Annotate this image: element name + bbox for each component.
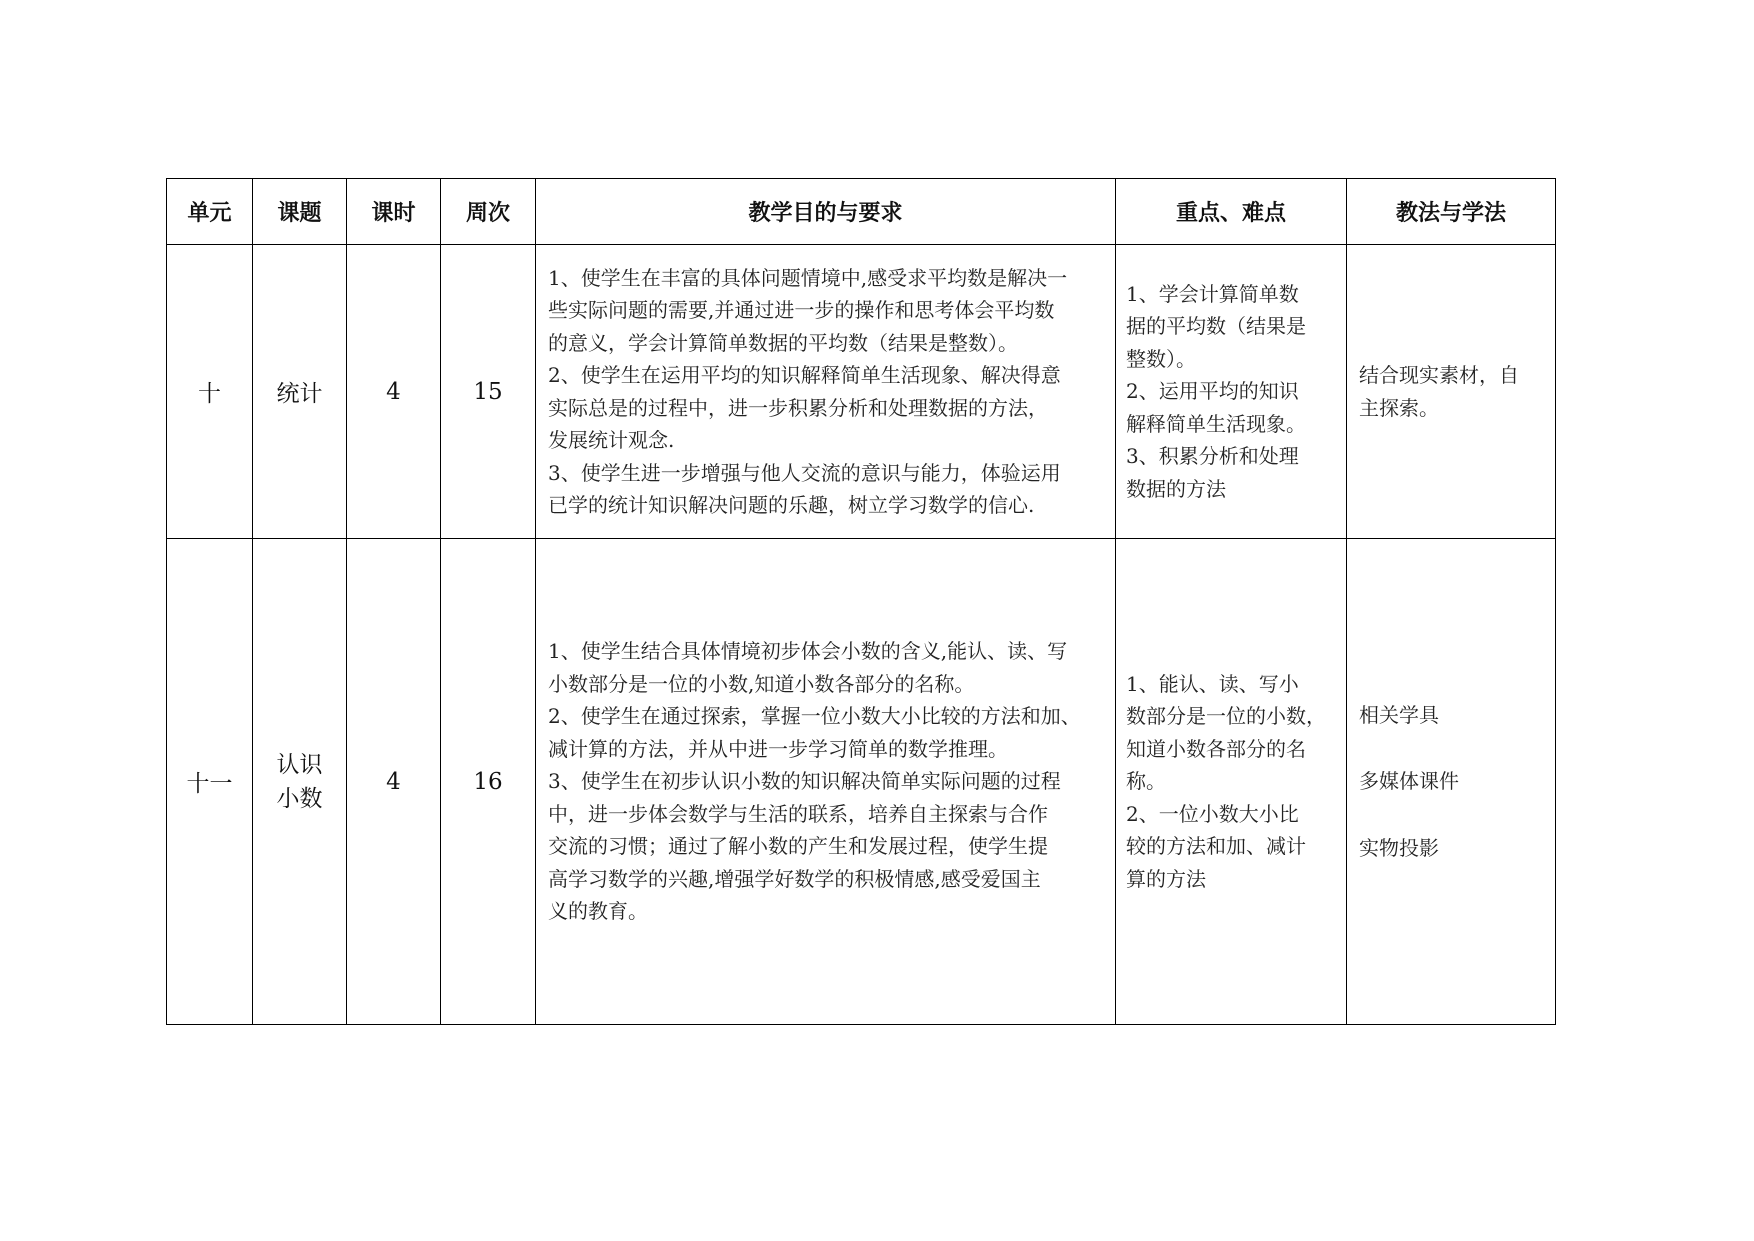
aims-line: 实际总是的过程中，进一步积累分析和处理数据的方法， — [548, 395, 1048, 420]
aims-line: 2、使学生在运用平均的知识解释简单生活现象、解决得意 — [548, 363, 1061, 387]
method-line: 结合现实素材，自 — [1359, 363, 1519, 387]
spacer — [1359, 731, 1545, 765]
aims-cell — [536, 245, 1116, 539]
aims-line: 小数部分是一位的小数,知道小数各部分的名称。 — [548, 671, 975, 696]
focus-cell — [1116, 245, 1347, 539]
topic-cell: 统计 — [253, 245, 347, 539]
focus-line: 据的平均数（结果是 — [1126, 314, 1306, 339]
focus-line: 整数）。 — [1126, 346, 1196, 371]
focus-cell — [1116, 539, 1347, 1025]
aims-cell — [536, 539, 1116, 1025]
aims-line: 交流的习惯；通过了解小数的产生和发展过程，使学生提 — [548, 834, 1048, 859]
table-row — [167, 245, 1556, 539]
aims-line: 1、使学生结合具体情境初步体会小数的含义,能认、读、写 — [548, 639, 1068, 664]
teaching-plan-table — [166, 178, 1556, 1025]
topic-cell — [253, 539, 347, 1025]
spacer — [1359, 798, 1545, 832]
unit-cell: 十一 — [167, 539, 253, 1025]
aims-line: 3、使学生进一步增强与他人交流的意识与能力，体验运用 — [548, 460, 1061, 485]
method-cell — [1347, 539, 1556, 1025]
aims-line: 2、使学生在通过探索，掌握一位小数大小比较的方法和加、 — [548, 704, 1081, 729]
focus-line: 算的方法 — [1126, 866, 1206, 891]
hours-cell: 4 — [347, 539, 441, 1025]
focus-line: 解释简单生活现象。 — [1126, 411, 1306, 436]
method-line: 主探索。 — [1359, 395, 1439, 420]
method-line: 多媒体课件 — [1359, 769, 1459, 794]
aims-line: 发展统计观念. — [548, 428, 675, 452]
hours-cell: 4 — [347, 245, 441, 539]
aims-line: 的意义，学会计算简单数据的平均数（结果是整数）。 — [548, 330, 1018, 355]
focus-line: 2、运用平均的知识 — [1126, 379, 1299, 404]
method-line: 实物投影 — [1359, 835, 1439, 860]
focus-line: 数据的方法 — [1126, 476, 1226, 501]
method-cell — [1347, 245, 1556, 539]
header-method: 教法与学法 — [1347, 179, 1556, 245]
aims-line: 中，进一步体会数学与生活的联系，培养自主探索与合作 — [548, 801, 1048, 826]
method-line: 相关学具 — [1359, 702, 1439, 727]
focus-line: 称。 — [1126, 769, 1166, 794]
aims-line: 3、使学生在初步认识小数的知识解决简单实际问题的过程 — [548, 769, 1061, 794]
aims-line: 已学的统计知识解决问题的乐趣，树立学习数学的信心. — [548, 493, 1035, 517]
aims-line: 减计算的方法，并从中进一步学习简单的数学推理。 — [548, 736, 1008, 761]
week-cell: 16 — [441, 539, 536, 1025]
focus-line: 知道小数各部分的名 — [1126, 736, 1306, 761]
focus-line: 2、一位小数大小比 — [1126, 801, 1299, 826]
header-topic: 课题 — [253, 179, 347, 245]
aims-line: 些实际问题的需要,并通过进一步的操作和思考体会平均数 — [548, 298, 1055, 322]
header-focus: 重点、难点 — [1116, 179, 1347, 245]
topic-line: 认识 — [276, 751, 323, 778]
focus-line: 数部分是一位的小数， — [1126, 704, 1326, 729]
header-aims: 教学目的与要求 — [536, 179, 1116, 245]
focus-line: 较的方法和加、减计 — [1126, 834, 1306, 859]
table-row — [167, 539, 1556, 1025]
unit-cell: 十 — [167, 245, 253, 539]
header-hours: 课时 — [347, 179, 441, 245]
focus-line: 1、学会计算简单数 — [1126, 281, 1299, 306]
focus-line: 3、积累分析和处理 — [1126, 444, 1299, 469]
header-week: 周次 — [441, 179, 536, 245]
topic-line: 小数 — [276, 785, 323, 812]
header-row — [167, 179, 1556, 245]
header-unit: 单元 — [167, 179, 253, 245]
week-cell: 15 — [441, 245, 536, 539]
aims-line: 高学习数学的兴趣,增强学好数学的积极情感,感受爱国主 — [548, 866, 1041, 891]
aims-line: 1、使学生在丰富的具体问题情境中,感受求平均数是解决一 — [548, 265, 1068, 290]
aims-line: 义的教育。 — [548, 899, 648, 924]
focus-line: 1、能认、读、写小 — [1126, 671, 1299, 696]
